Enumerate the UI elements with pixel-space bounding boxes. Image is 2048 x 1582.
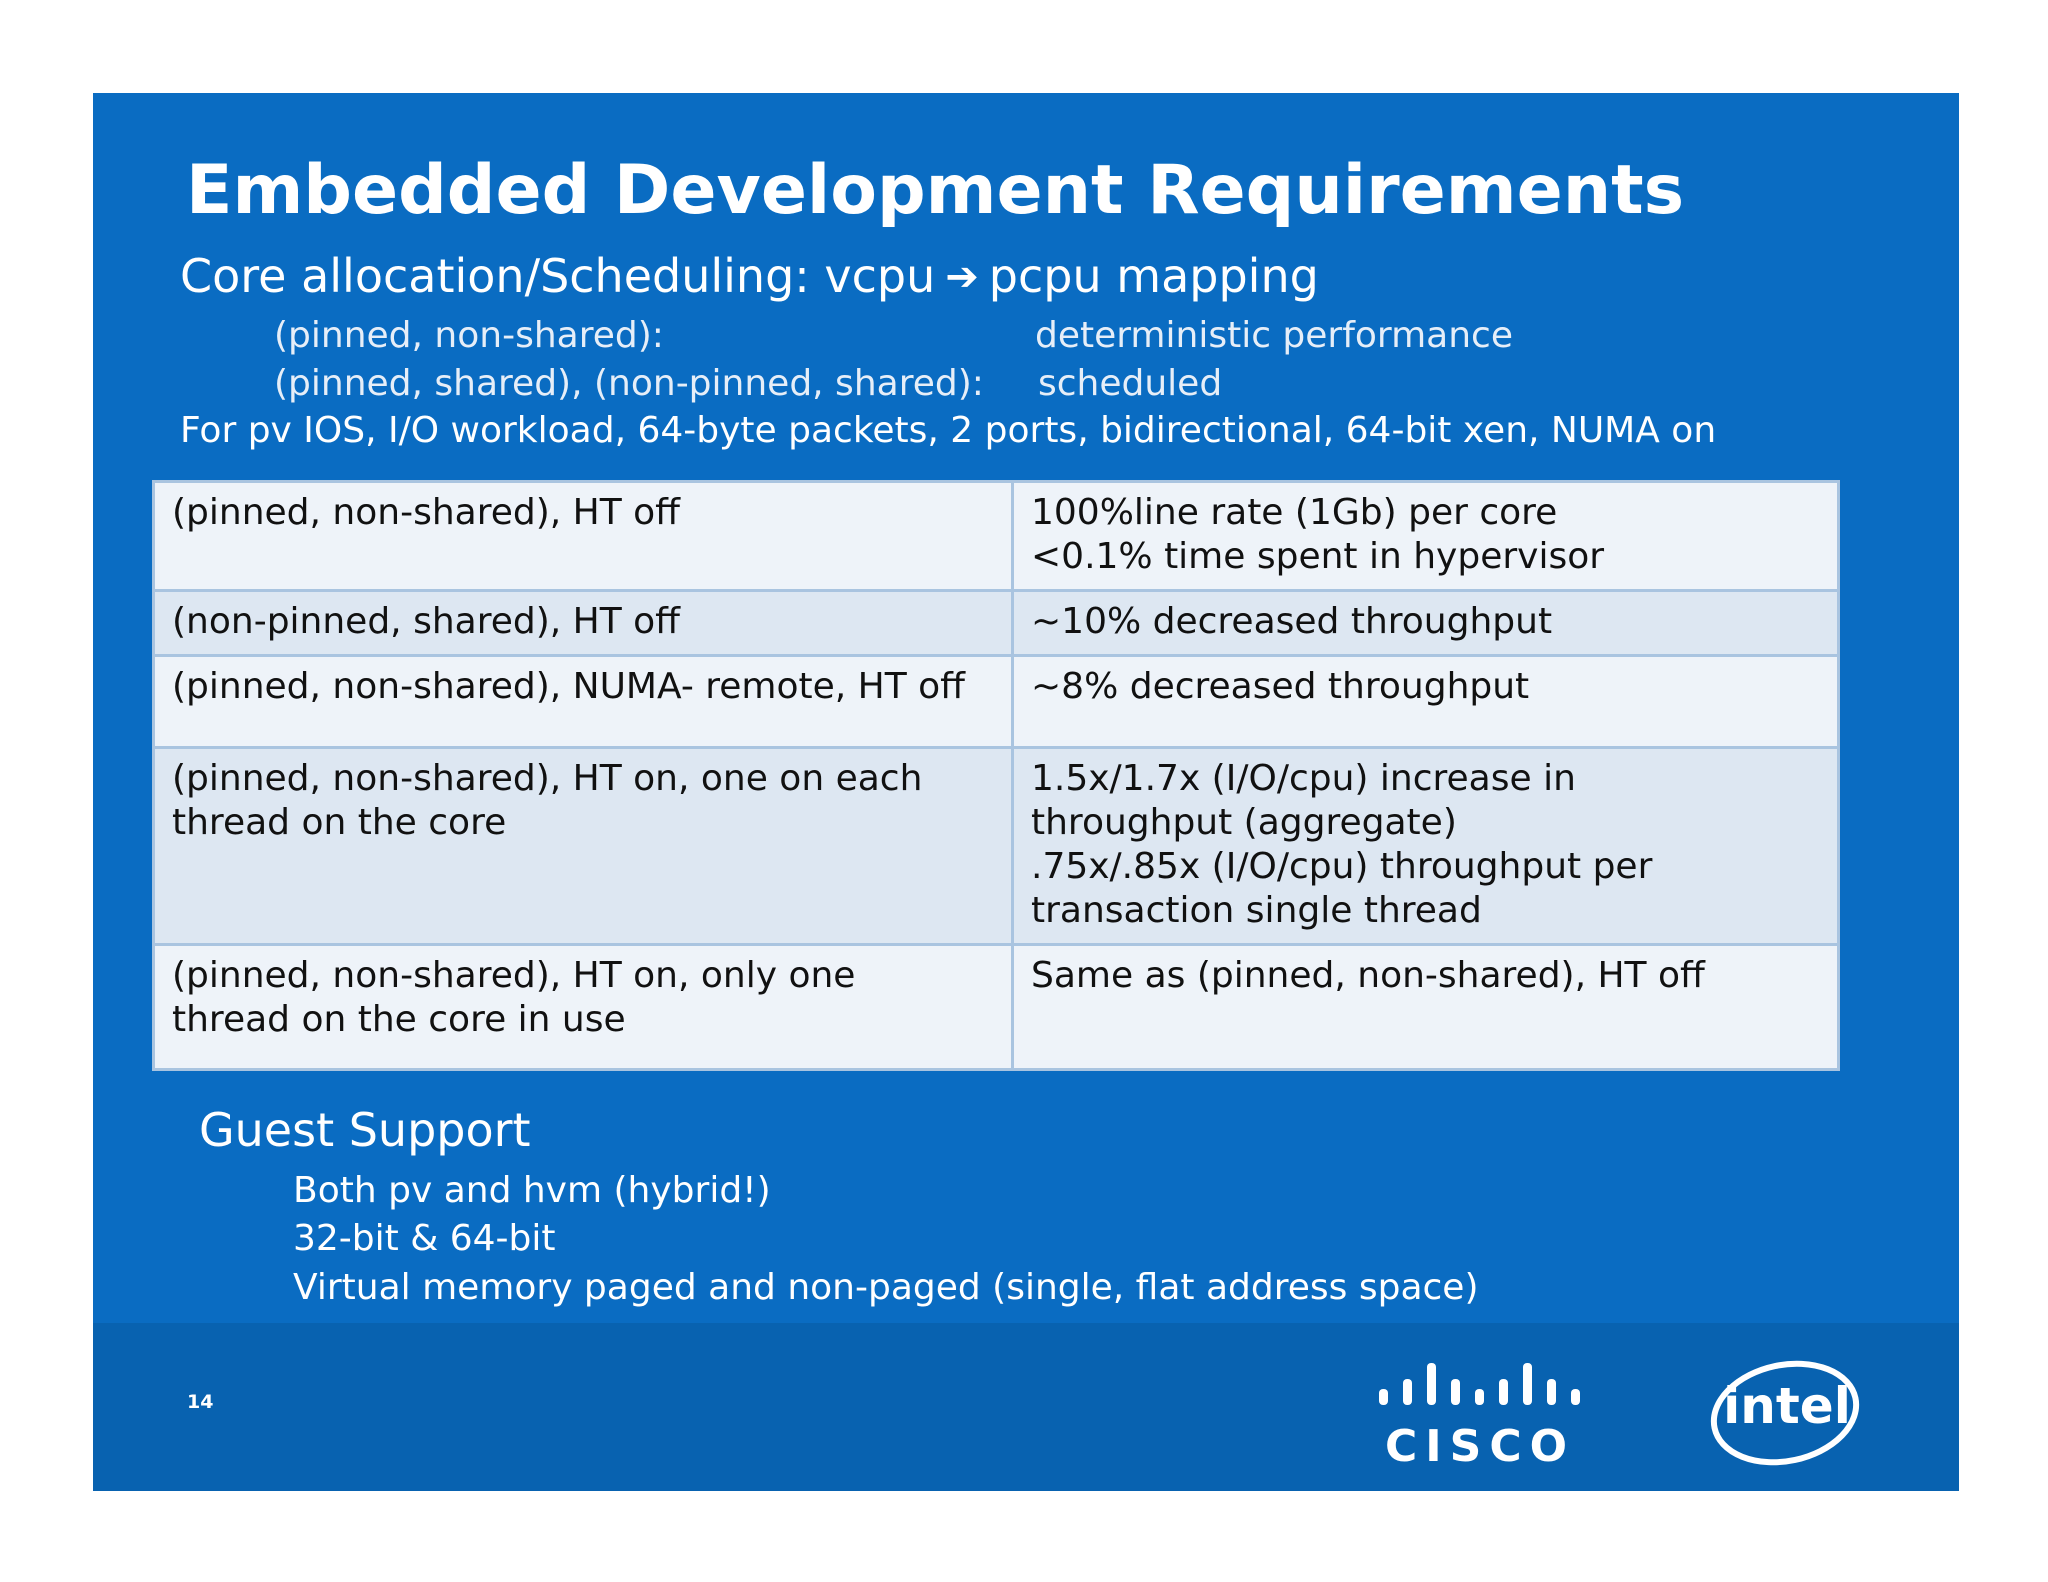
cell-text: thread on the core bbox=[172, 802, 507, 843]
result-cell bbox=[1013, 482, 1839, 591]
result-cell bbox=[1013, 748, 1839, 945]
config-cell bbox=[154, 482, 1013, 591]
slide-title: Embedded Development Requirements bbox=[186, 151, 1685, 230]
cell-text: <0.1% time spent in hypervisor bbox=[1031, 536, 1605, 577]
guest-support-item: Both pv and hvm (hybrid!) bbox=[293, 1170, 771, 1211]
cell-text: transaction single thread bbox=[1031, 890, 1482, 931]
intel-logo bbox=[1703, 1351, 1873, 1471]
cell-text: 100%line rate (1Gb) per core bbox=[1031, 492, 1558, 533]
result-cell bbox=[1013, 591, 1839, 656]
scheduling-label-1: (pinned, non-shared): bbox=[274, 315, 664, 356]
cell-text: Same as (pinned, non-shared), HT off bbox=[1031, 955, 1705, 996]
page-number: 14 bbox=[187, 1391, 214, 1413]
guest-support-item: 32-bit & 64-bit bbox=[293, 1218, 556, 1259]
cell-text: (pinned, non-shared), HT off bbox=[172, 492, 680, 533]
result-cell bbox=[1013, 656, 1839, 748]
scheduling-heading-right: pcpu mapping bbox=[988, 249, 1319, 303]
config-cell bbox=[154, 748, 1013, 945]
cell-text: ~10% decreased throughput bbox=[1031, 601, 1553, 642]
cisco-wordmark: CISCO bbox=[1384, 1421, 1576, 1471]
intel-wordmark: intel bbox=[1723, 1377, 1851, 1435]
scheduling-heading bbox=[180, 249, 1319, 303]
cell-text: (non-pinned, shared), HT off bbox=[172, 601, 680, 642]
config-cell bbox=[154, 656, 1013, 748]
guest-support-heading: Guest Support bbox=[199, 1103, 531, 1157]
scheduling-value-2: scheduled bbox=[1038, 363, 1223, 404]
cell-text: (pinned, non-shared), HT on, only one bbox=[172, 955, 856, 996]
config-cell bbox=[154, 945, 1013, 1070]
cell-text: (pinned, non-shared), HT on, one on each bbox=[172, 758, 923, 799]
config-cell bbox=[154, 591, 1013, 656]
cell-text: .75x/.85x (I/O/cpu) throughput per bbox=[1031, 846, 1653, 887]
guest-support-item: Virtual memory paged and non-paged (single, flat address space) bbox=[293, 1267, 1479, 1308]
scheduling-heading-left: Core allocation/Scheduling: vcpu bbox=[180, 249, 936, 303]
cell-text: (pinned, non-shared), NUMA- remote, HT off bbox=[172, 666, 965, 707]
result-cell bbox=[1013, 945, 1839, 1070]
scheduling-label-2: (pinned, shared), (non-pinned, shared): bbox=[274, 363, 984, 404]
footer-band bbox=[93, 1323, 1959, 1491]
cisco-logo bbox=[1375, 1361, 1645, 1471]
table-row bbox=[154, 591, 1839, 656]
table-row bbox=[154, 482, 1839, 591]
arrow-right-icon: ➔ bbox=[945, 254, 979, 300]
table-row bbox=[154, 748, 1839, 945]
cell-text: 1.5x/1.7x (I/O/cpu) increase in bbox=[1031, 758, 1576, 799]
cell-text: ~8% decreased throughput bbox=[1031, 666, 1530, 707]
table-row bbox=[154, 945, 1839, 1070]
scheduling-value-1: deterministic performance bbox=[1035, 315, 1513, 356]
results-table bbox=[152, 480, 1840, 1071]
slide bbox=[93, 93, 1959, 1491]
workload-note: For pv IOS, I/O workload, 64-byte packets, 2 ports, bidirectional, 64-bit xen, NUMA on bbox=[180, 410, 1717, 451]
table-row bbox=[154, 656, 1839, 748]
cell-text: thread on the core in use bbox=[172, 999, 626, 1040]
cell-text: throughput (aggregate) bbox=[1031, 802, 1457, 843]
